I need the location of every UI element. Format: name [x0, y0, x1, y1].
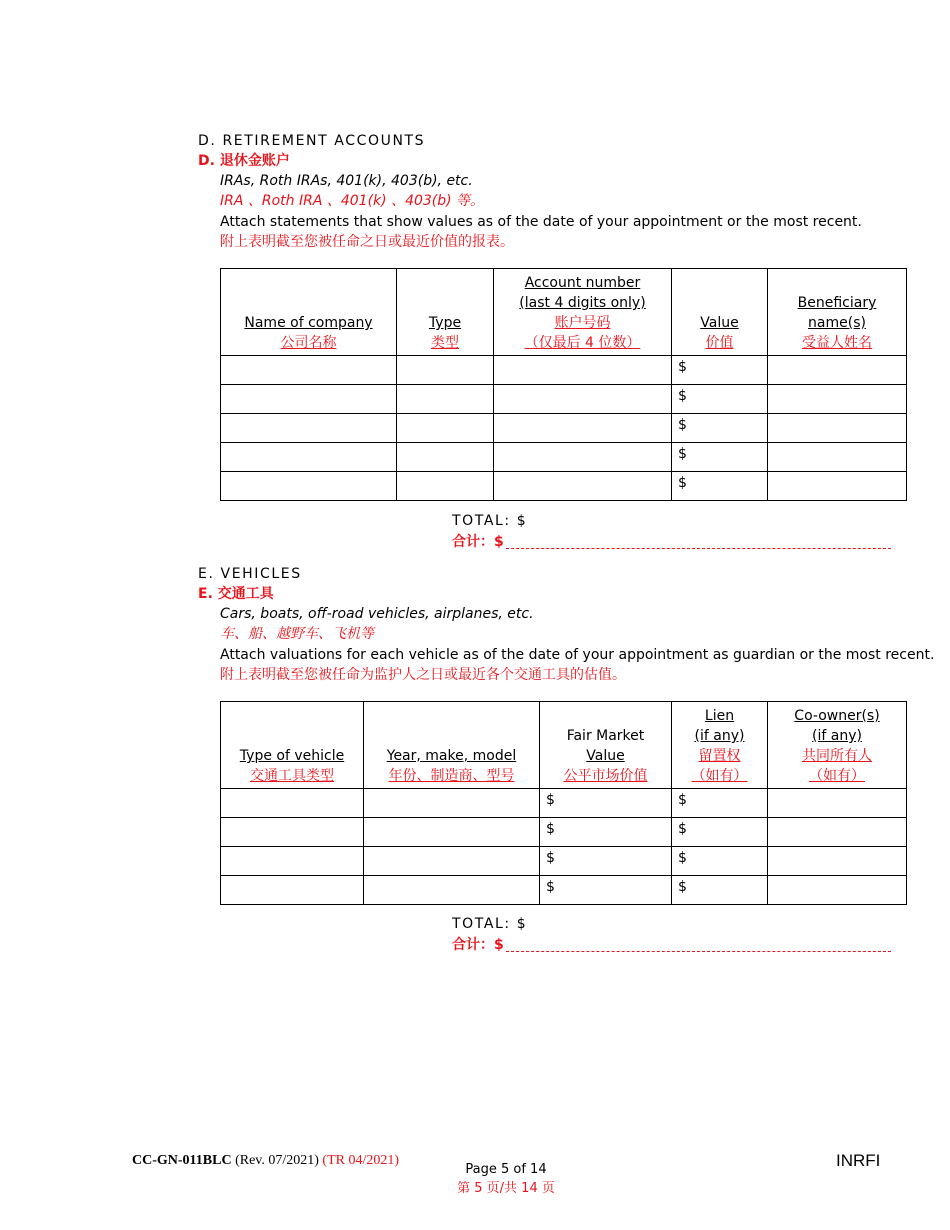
section-e-instruction-cn: 附上表明截至您被任命为监护人之日或最近各个交通工具的估值。 — [220, 667, 626, 683]
lien-cell[interactable]: $ — [672, 876, 768, 905]
value-cell[interactable]: $ — [672, 385, 768, 414]
table-row — [221, 876, 907, 905]
section-d-instruction: Attach statements that show values as of the date of your appointment or the most recent. — [220, 214, 862, 230]
fmv-cell[interactable]: $ — [540, 847, 672, 876]
total-input-line[interactable] — [506, 548, 891, 549]
col-co-owner: Co-owner(s) (if any) 共同所有人 （如有） — [768, 702, 907, 789]
lien-cell[interactable]: $ — [672, 847, 768, 876]
table-row — [221, 789, 907, 818]
type-cell[interactable] — [397, 414, 494, 443]
fmv-cell[interactable]: $ — [540, 818, 672, 847]
vehicle-type-cell[interactable] — [221, 876, 364, 905]
form-revision: (Rev. 07/2021) — [231, 1153, 323, 1168]
col-year-make-model: Year, make, model 年份、制造商、型号 — [364, 702, 540, 789]
beneficiary-cell[interactable] — [768, 414, 907, 443]
year-make-cell[interactable] — [364, 876, 540, 905]
table-row — [221, 847, 907, 876]
table-row — [221, 385, 907, 414]
table-row — [221, 443, 907, 472]
co-owner-cell[interactable] — [768, 876, 907, 905]
form-code: INRFI — [836, 1151, 881, 1170]
section-e-instruction: Attach valuations for each vehicle as of the date of your appointment as guardian or the most recent. — [220, 647, 935, 663]
section-e-header — [198, 564, 934, 685]
col-beneficiary: Beneficiary name(s) 受益人姓名 — [768, 269, 907, 356]
beneficiary-cell[interactable] — [768, 356, 907, 385]
value-cell[interactable]: $ — [672, 414, 768, 443]
lien-cell[interactable]: $ — [672, 818, 768, 847]
type-cell[interactable] — [397, 356, 494, 385]
company-cell[interactable] — [221, 472, 397, 501]
table-row — [221, 414, 907, 443]
col-lien: Lien (if any) 留置权 （如有） — [672, 702, 768, 789]
value-cell[interactable]: $ — [672, 443, 768, 472]
fmv-cell[interactable]: $ — [540, 876, 672, 905]
lien-cell[interactable]: $ — [672, 789, 768, 818]
col-value: Value 价值 — [672, 269, 768, 356]
table-row — [221, 472, 907, 501]
section-d-heading: D. RETIREMENT ACCOUNTS — [198, 133, 426, 149]
table-header-row — [221, 269, 907, 356]
account-cell[interactable] — [494, 414, 672, 443]
table-row — [221, 356, 907, 385]
type-cell[interactable] — [397, 472, 494, 501]
section-e-examples: Cars, boats, off-road vehicles, airplanes, etc. — [220, 606, 534, 622]
col-fair-market-value: Fair Market Value 公平市场价值 — [540, 702, 672, 789]
company-cell[interactable] — [221, 385, 397, 414]
vehicles-table — [220, 701, 907, 905]
form-translation: (TR 04/2021) — [322, 1153, 400, 1168]
year-make-cell[interactable] — [364, 847, 540, 876]
account-cell[interactable] — [494, 385, 672, 414]
vehicle-type-cell[interactable] — [221, 789, 364, 818]
vehicle-type-cell[interactable] — [221, 818, 364, 847]
retirement-accounts-table — [220, 268, 907, 501]
section-d-instruction-cn: 附上表明截至您被任命之日或最近价值的报表。 — [220, 234, 514, 250]
type-cell[interactable] — [397, 385, 494, 414]
total-label: TOTAL: $ — [452, 916, 528, 932]
section-d-header — [198, 131, 862, 252]
beneficiary-cell[interactable] — [768, 385, 907, 414]
col-account-number: Account number (last 4 digits only) 账户号码 （仅最后 4 位数） — [494, 269, 672, 356]
co-owner-cell[interactable] — [768, 847, 907, 876]
value-cell[interactable]: $ — [672, 472, 768, 501]
company-cell[interactable] — [221, 443, 397, 472]
co-owner-cell[interactable] — [768, 789, 907, 818]
company-cell[interactable] — [221, 356, 397, 385]
beneficiary-cell[interactable] — [768, 472, 907, 501]
co-owner-cell[interactable] — [768, 818, 907, 847]
form-id: CC-GN-011BLC — [132, 1153, 232, 1168]
total-input-line[interactable] — [506, 951, 891, 952]
section-e-heading: E. VEHICLES — [198, 566, 302, 582]
total-label-cn: 合计：$ — [452, 532, 891, 553]
col-company: Name of company 公司名称 — [221, 269, 397, 356]
page-number — [456, 1160, 556, 1198]
page-number-en: Page 5 of 14 — [465, 1162, 547, 1177]
account-cell[interactable] — [494, 472, 672, 501]
section-e-heading-cn: E. 交通工具 — [198, 586, 274, 602]
section-d-heading-cn: D. 退休金账户 — [198, 153, 290, 169]
retirement-total — [452, 511, 891, 553]
total-label: TOTAL: $ — [452, 513, 528, 529]
vehicles-total — [452, 914, 891, 956]
beneficiary-cell[interactable] — [768, 443, 907, 472]
year-make-cell[interactable] — [364, 789, 540, 818]
table-header-row — [221, 702, 907, 789]
account-cell[interactable] — [494, 356, 672, 385]
section-d-examples-cn: IRA 、Roth IRA 、401(k) 、403(b) 等。 — [220, 193, 485, 209]
col-vehicle-type: Type of vehicle 交通工具类型 — [221, 702, 364, 789]
type-cell[interactable] — [397, 443, 494, 472]
value-cell[interactable]: $ — [672, 356, 768, 385]
section-e-examples-cn: 车、船、越野车、飞机等 — [220, 626, 374, 642]
total-label-cn: 合计：$ — [452, 935, 891, 956]
col-type: Type 类型 — [397, 269, 494, 356]
account-cell[interactable] — [494, 443, 672, 472]
year-make-cell[interactable] — [364, 818, 540, 847]
fmv-cell[interactable]: $ — [540, 789, 672, 818]
form-id-footer — [132, 1153, 399, 1169]
vehicle-type-cell[interactable] — [221, 847, 364, 876]
table-row — [221, 818, 907, 847]
page-number-cn: 第 5 页/共 14 页 — [457, 1181, 555, 1196]
section-d-examples: IRAs, Roth IRAs, 401(k), 403(b), etc. — [220, 173, 473, 189]
company-cell[interactable] — [221, 414, 397, 443]
